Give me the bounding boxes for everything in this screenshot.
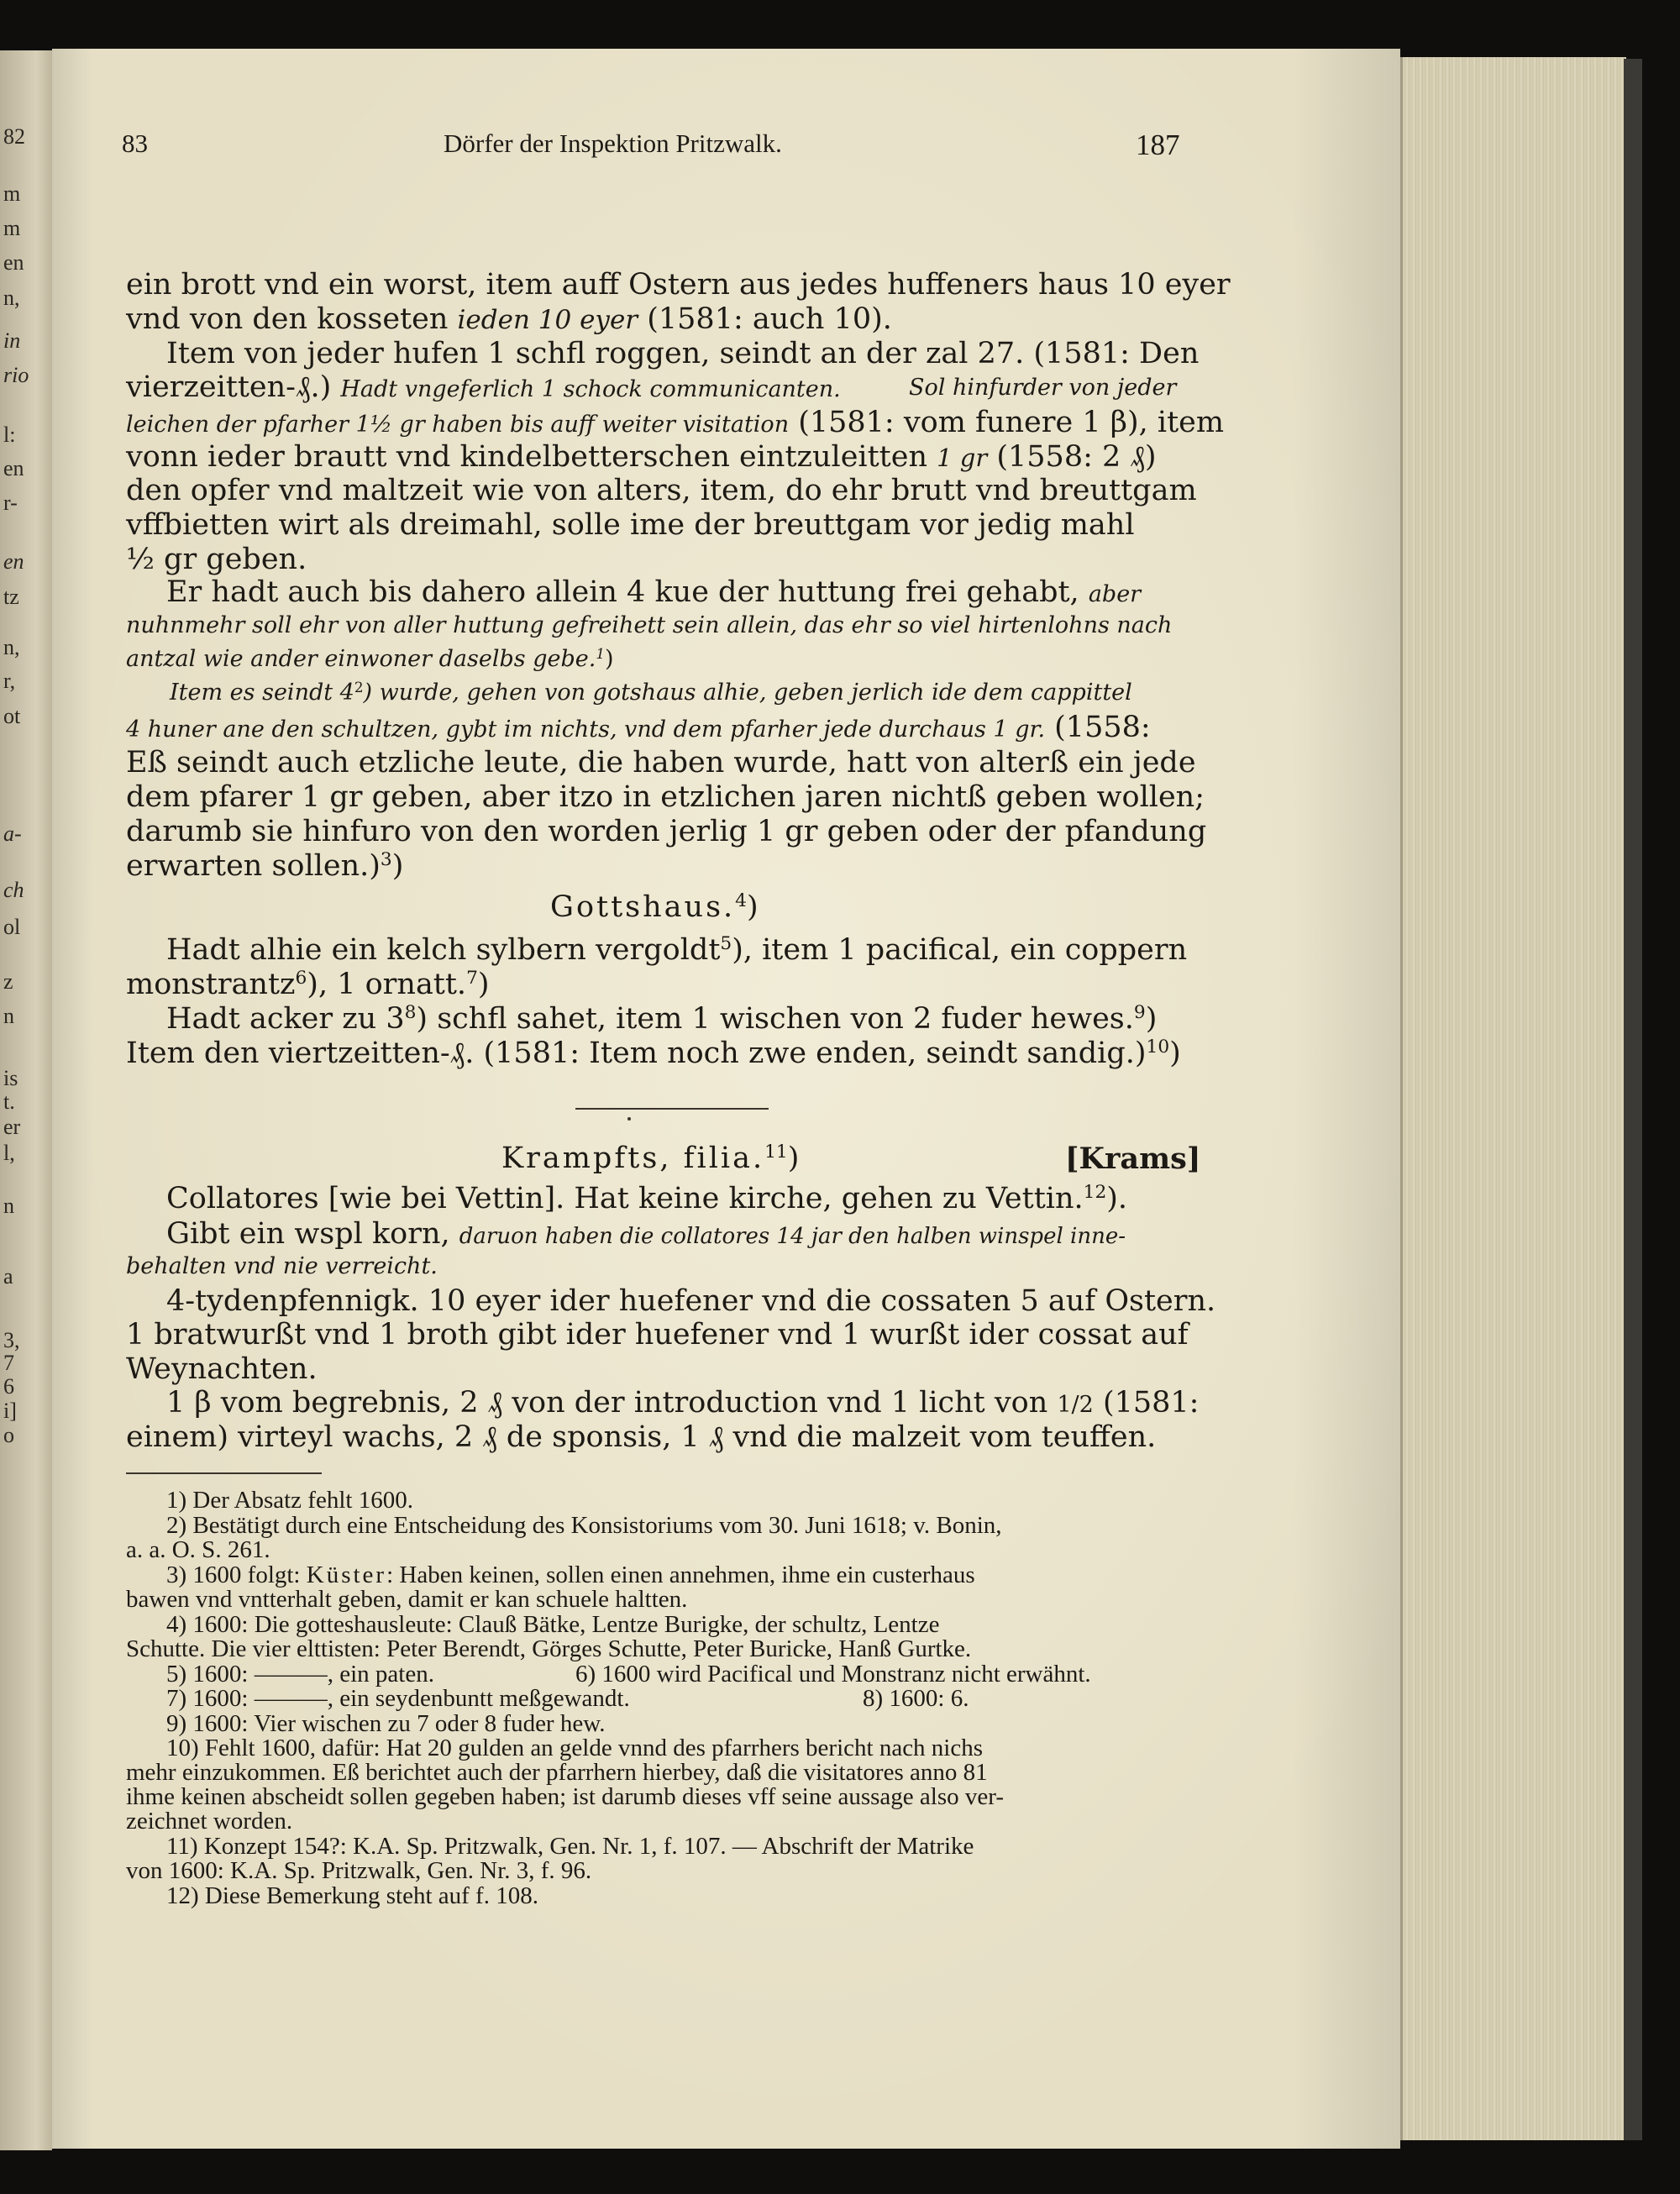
section-separator (575, 1108, 769, 1110)
body-line-7: den opfer vnd maltzeit wie von alters, item, do ehr brutt vnd breuttgam (126, 474, 1197, 507)
previous-page-fragment: en (3, 250, 24, 275)
body-line-14: 4 huner ane den schultzen, gybt im nichts, vnd dem pfarher jede durchaus 1 gr. (1558: (126, 711, 1151, 744)
footnote-4: 4) 1600: Die gotteshausleute: Clauß Bätke, Lentze Burigke, der schultz, Lentze (166, 1611, 940, 1638)
previous-page-fragment: 7 (3, 1351, 14, 1375)
previous-page-fragment: en (3, 549, 24, 574)
footnote-5: 5) 1600: ———, ein paten. (166, 1661, 434, 1687)
schilling-symbol: β (1110, 406, 1127, 439)
krampfts-line-7: 1 β vom begrebnis, 2 ₰ von der introduction vnd 1 licht von 1/2 (1581: (166, 1386, 1200, 1420)
body-line-10: Er hadt auch bis dahero allein 4 kue der huttung frei gehabt, aber (166, 575, 1142, 609)
krampfts-line-4: 4-tydenpfennigk. 10 eyer ider huefener vnd die cossaten 5 auf Ostern. (166, 1284, 1216, 1318)
footnote-9: 9) 1600: Vier wischen zu 7 oder 8 fuder hew. (166, 1710, 606, 1737)
previous-page-fragment: ot (3, 704, 21, 728)
previous-page-fragment: m (3, 216, 21, 240)
previous-page-fragment: a- (3, 821, 22, 846)
footnote-8: 8) 1600: 6. (863, 1685, 969, 1712)
header-left-number: 83 (122, 129, 148, 158)
footnote-4-cont: Schutte. Die vier elttisten: Peter Berendt, Görges Schutte, Peter Buricke, Hanß Gurtke. (126, 1635, 972, 1662)
gotteshaus-line-1: Hadt alhie ein kelch sylbern vergoldt$^5$), item 1 pacifical, ein coppern (166, 933, 1188, 967)
previous-page-fragment: o (3, 1423, 14, 1447)
body-line-11: nuhnmehr soll ehr von aller huttung gefreihett sein allein, das ehr so viel hirtenlohns nach (126, 612, 1173, 638)
footnote-2: 2) Bestätigt durch eine Entscheidung des Konsistoriums vom 30. Juni 1618; v. Bonin, (166, 1512, 1002, 1539)
previous-page-fragment: l, (3, 1141, 15, 1165)
body-line-17: darumb sie hinfuro von den worden jerlig 1 gr geben oder der pfandung (126, 815, 1207, 848)
previous-page-fragment: 6 (3, 1374, 14, 1399)
previous-page-fragment: er (3, 1115, 21, 1139)
footnote-11: 11) Konzept 154?: K.A. Sp. Pritzwalk, Gen. Nr. 1, f. 107. — Abschrift der Matrike (166, 1833, 974, 1860)
book-page (52, 49, 1400, 2149)
previous-page-fragment: 3, (3, 1328, 20, 1352)
previous-page-fragment: ol (3, 915, 21, 939)
gotteshaus-line-4: Item den viertzeitten-₰. (1581: Item noch zwe enden, seindt sandig.)$^{10}$) (126, 1037, 1181, 1070)
footnote-7: 7) 1600: ———, ein seydenbuntt meßgewandt. (166, 1685, 630, 1712)
krampfts-line-8: einem) virteyl wachs, 2 ₰ de sponsis, 1 ₰ vnd die malzeit vom teuffen. (126, 1420, 1157, 1454)
page-stack-edge (1400, 57, 1626, 2140)
page-number: 187 (1136, 129, 1180, 161)
footnote-3: 3) 1600 folgt: Küster: Haben keinen, sollen einen annehmen, ihme ein custerhaus (166, 1562, 975, 1588)
krampfts-line-2: Gibt ein wspl korn, daruon haben die collatores 14 jar den halben winspel inne- (166, 1217, 1126, 1251)
gotteshaus-heading: Gottshaus.$^4$) (550, 890, 759, 924)
krampfts-modern-name: [Krams] (1065, 1142, 1201, 1176)
body-line-13: Item es seindt $4^2$) wurde, gehen von gotshaus alhie, geben jerlich ide dem cappittel (170, 678, 1132, 706)
footnote-10-cont-1: mehr einzukommen. Eß berichtet auch der pfarrhern hierbey, daß die visitatores anno 81 (126, 1759, 988, 1786)
previous-page-fragment: m (3, 181, 21, 206)
previous-page-fragment: rio (3, 363, 29, 387)
book-cover-edge (1624, 59, 1642, 2140)
krampfts-line-6: Weynachten. (126, 1352, 318, 1386)
previous-page-fragment: n (3, 1194, 14, 1218)
previous-page-fragment: i] (3, 1399, 17, 1423)
footnote-10: 10) Fehlt 1600, dafür: Hat 20 gulden an gelde vnnd des pfarrhers bericht nach nichs (166, 1735, 984, 1761)
previous-page-fragment: l: (3, 423, 16, 447)
body-line-5: leichen der pfarher 1½ gr haben bis auff weiter visitation (1581: vom funere 1 β), item (126, 406, 1225, 439)
body-line-3: Item von jeder hufen 1 schfl roggen, seindt an der zal 27. (1581: Den (166, 337, 1200, 370)
pfennig-symbol: ₰ (295, 370, 311, 404)
krampfts-line-3: behalten vnd nie verreicht. (126, 1253, 438, 1279)
krampfts-heading: Krampfts, filia.$^{11}$) (501, 1142, 800, 1175)
footnote-10-cont-2: ihme keinen abscheidt sollen gegeben haben; ist darumb dieses vff seine aussage also ver- (126, 1783, 1004, 1810)
body-line-1: ein brott vnd ein worst, item auff Ostern aus jedes huffeners haus 10 eyer (126, 268, 1231, 302)
previous-page-fragment: tz (3, 585, 19, 609)
previous-page-fragment: a (3, 1264, 13, 1289)
separator-ornament (627, 1117, 631, 1121)
previous-page-fragment: in (3, 328, 21, 353)
body-line-8: vffbietten wirt als dreimahl, solle ime der breuttgam vor jedig mahl (126, 508, 1135, 542)
body-line-6: vonn ieder brautt vnd kindelbetterschen eintzuleitten 1 gr (1558: 2 ₰) (126, 440, 1157, 474)
body-line-9: ½ gr geben. (126, 543, 307, 576)
previous-page-edge (0, 50, 52, 2150)
previous-page-fragment: z (3, 969, 13, 994)
krampfts-line-5: 1 bratwurßt vnd 1 broth gibt ider huefener vnd 1 wurßt ider cossat auf (126, 1318, 1189, 1352)
body-line-4: vierzeitten-₰.) Hadt vngeferlich 1 schock communicanten. Sol hinfurder von jeder (126, 370, 1177, 404)
footnote-11-cont: von 1600: K.A. Sp. Pritzwalk, Gen. Nr. 3, f. 96. (126, 1857, 592, 1884)
footnote-1: 1) Der Absatz fehlt 1600. (166, 1487, 413, 1514)
previous-page-fragment: t. (3, 1089, 15, 1114)
body-line-16: dem pfarer 1 gr geben, aber itzo in etzlichen jaren nichtß geben wollen; (126, 780, 1205, 814)
footnote-10-cont-3: zeichnet worden. (126, 1808, 293, 1834)
body-line-15: Eß seindt auch etzliche leute, die haben wurde, hatt von alterß ein jede (126, 746, 1196, 779)
previous-page-fragment: en (3, 456, 24, 480)
footnote-rule (126, 1472, 322, 1474)
body-line-12: antzal wie ander einwoner daselbs gebe.$^1$) (126, 644, 614, 672)
gotteshaus-line-2: monstrantz$^6$), 1 ornatt.$^7$) (126, 968, 490, 1001)
gotteshaus-line-3: Hadt acker zu $3^8$) schfl sahet, item 1 wischen von 2 fuder hewes.$^9$) (166, 1002, 1158, 1036)
body-line-2: vnd von den kosseten ieden 10 eyer (1581: auch 10). (126, 302, 892, 336)
previous-page-fragment: n, (3, 286, 20, 310)
previous-page-fragment: n (3, 1004, 14, 1028)
footnote-3-cont: bawen vnd vntterhalt geben, damit er kan schuele haltten. (126, 1586, 688, 1613)
footnote-12: 12) Diese Bemerkung steht auf f. 108. (166, 1882, 538, 1909)
krampfts-line-1: Collatores [wie bei Vettin]. Hat keine kirche, gehen zu Vettin.$^{12}$). (166, 1182, 1128, 1215)
previous-page-fragment: r, (3, 669, 16, 693)
footnote-2-cont: a. a. O. S. 261. (126, 1536, 270, 1563)
previous-page-fragment: r- (3, 491, 18, 515)
previous-page-fragment: 82 (3, 124, 25, 149)
body-line-18: erwarten sollen.)$^3$) (126, 849, 404, 883)
previous-page-fragment: n, (3, 635, 20, 659)
previous-page-fragment: is (3, 1066, 18, 1090)
footnote-6: 6) 1600 wird Pacifical und Monstranz nicht erwähnt. (575, 1661, 1091, 1687)
previous-page-fragment: ch (3, 878, 24, 902)
header-title: Dörfer der Inspektion Pritzwalk. (444, 129, 782, 158)
